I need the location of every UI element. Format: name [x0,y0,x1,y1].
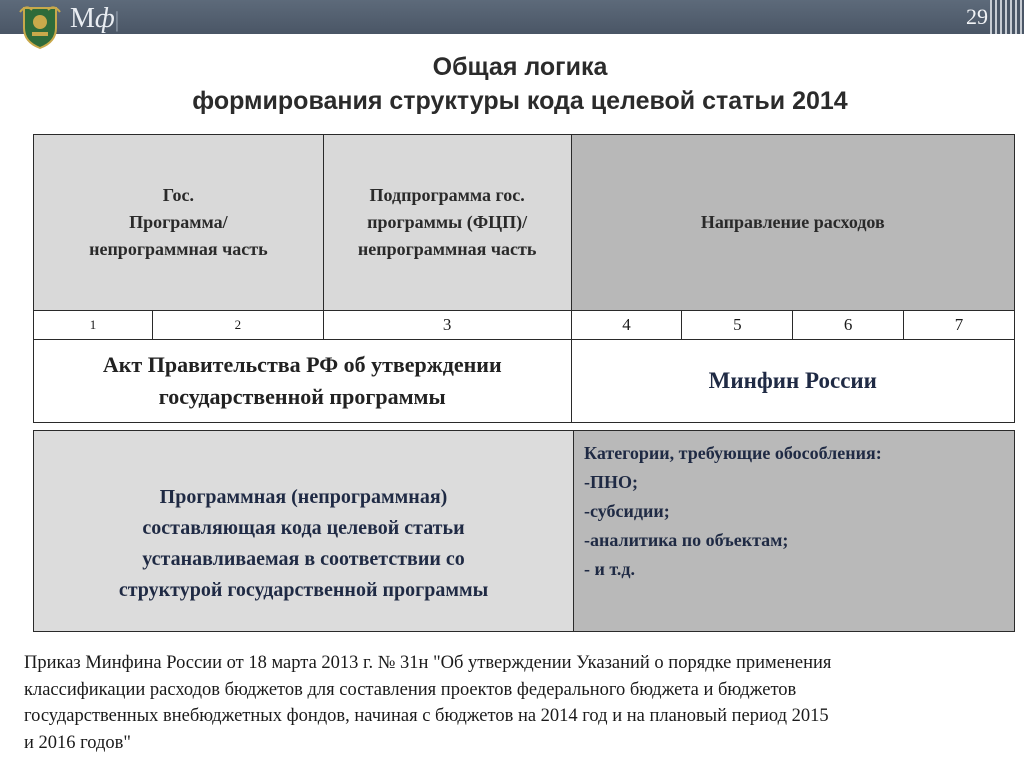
title-line-1: Общая логика [432,53,608,81]
footnote-order-reference: Приказ Минфина России от 18 марта 2013 г. № 31н "Об утверждении Указаний о порядке применения классификации расходов бюджетов для составления проектов федерального бюджета и бюджетов государственных внебюджетных фондов, начиная с бюджетов на 2014 год и на плановый период 2015 и 2016 годов" [24,653,832,753]
digit-cell: 4 [571,311,682,340]
page-number: 29 [966,4,988,29]
code-structure-table [33,134,1015,423]
category-item: - и т.д. [584,559,635,579]
header-program: Гос. Программа/ непрограммная часть [34,135,324,311]
header-direction: Направление расходов [571,135,1014,311]
top-bar [0,0,1024,34]
title-line-2: формирования структуры кода целевой статьи 2014 [192,87,848,115]
logo-text [70,3,119,35]
categories-title: Категории, требующие обособления: [584,443,882,463]
digit-cell: 6 [793,311,904,340]
logo-letter-f: ф [94,3,115,34]
digit-cell: 7 [904,311,1015,340]
digit-cell: 5 [682,311,793,340]
program-component-cell: Программная (непрограммная) составляющая кода целевой статьи устанавливаемая в соответствии со структурой государственной программы [34,431,574,632]
digit-cell: 1 [34,311,153,340]
category-item: -аналитика по объектам; [584,530,789,550]
minfin-cell: Минфин России [571,340,1014,423]
categories-cell [574,431,1015,632]
digit-cell: 2 [152,311,323,340]
slide-title [0,50,1024,118]
digit-cell: 3 [323,311,571,340]
logo-bar: | [114,7,120,32]
decorative-stripes [990,0,1024,34]
emblem-icon [18,2,62,50]
logo-letter-m: М [70,3,95,34]
category-item: -субсидии; [584,501,670,521]
category-item: -ПНО; [584,472,638,492]
header-subprogram: Подпрограмма гос. программы (ФЦП)/ непрограммная часть [323,135,571,311]
act-government-cell: Акт Правительства РФ об утверждении государственной программы [34,340,572,423]
code-composition-table [33,430,1015,632]
